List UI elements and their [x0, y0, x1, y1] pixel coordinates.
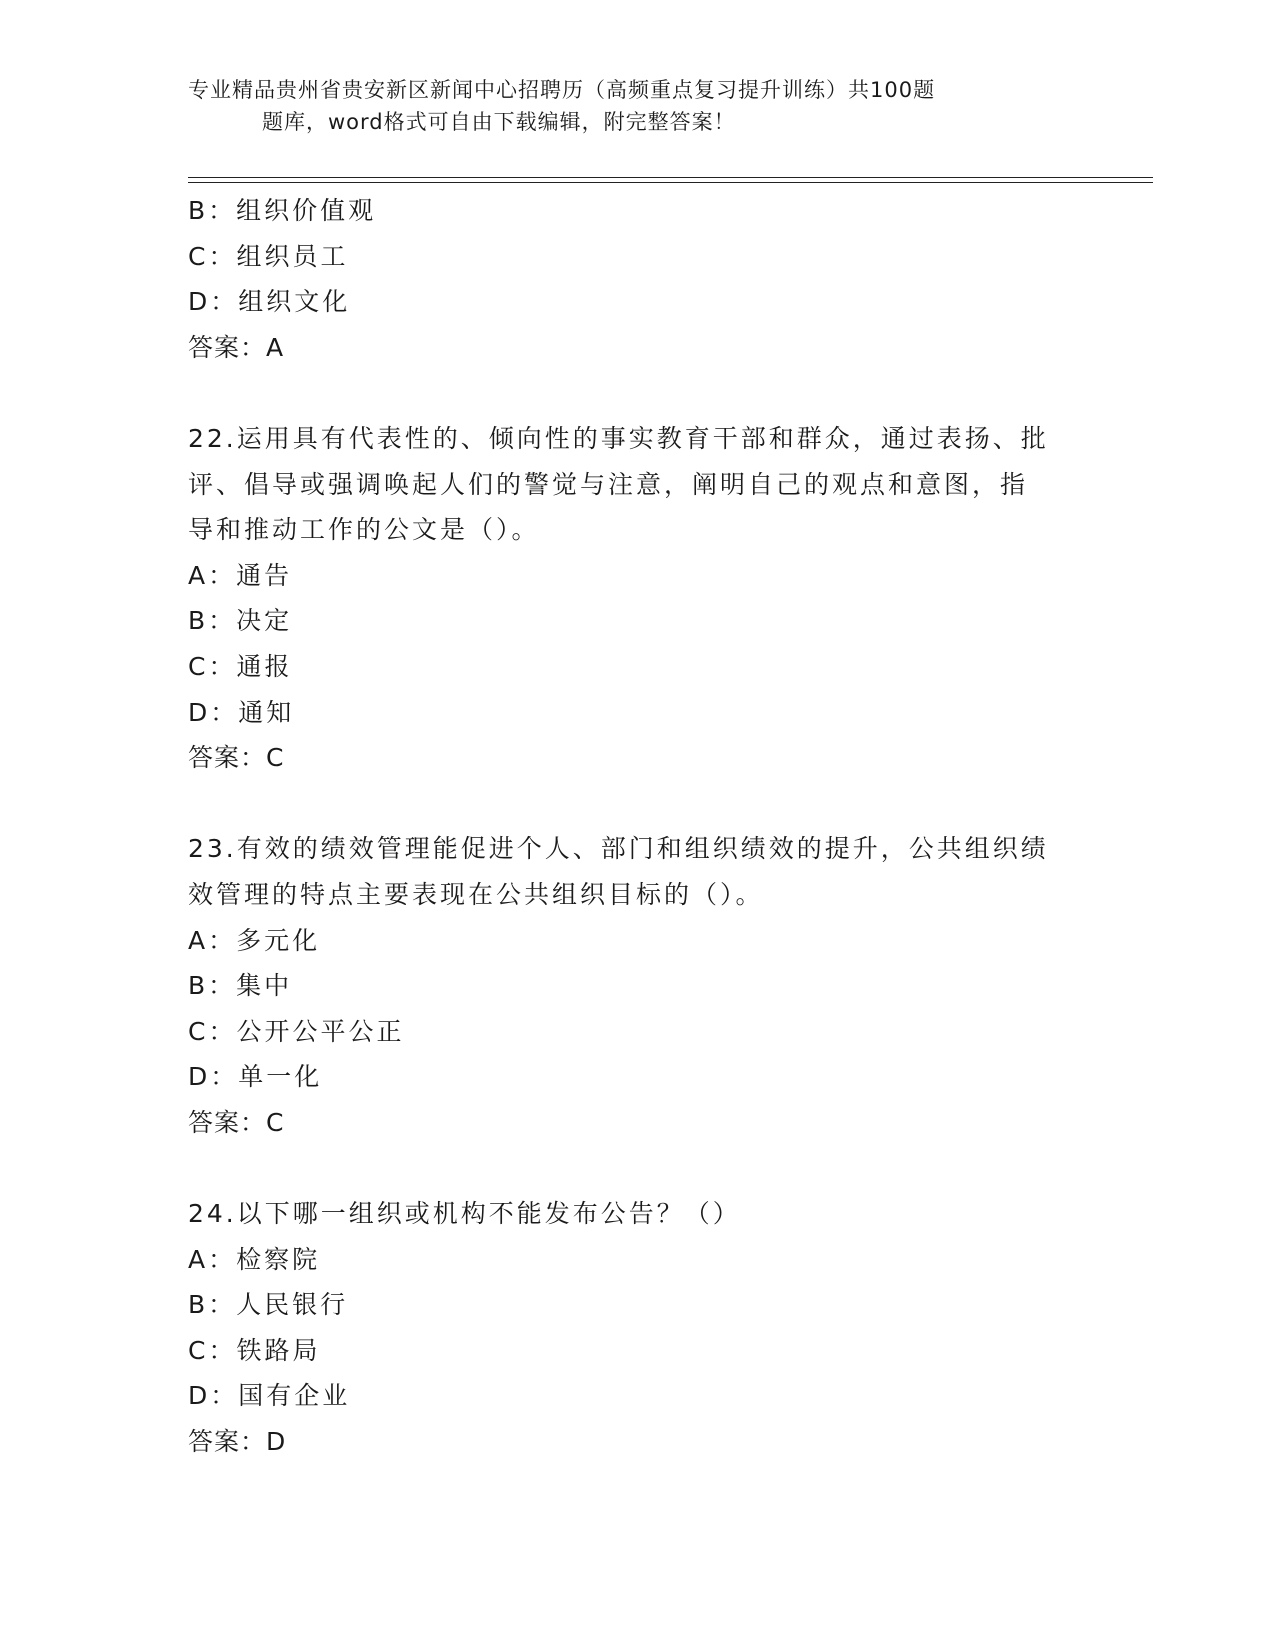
question-text-line: 效管理的特点主要表现在公共组织目标的（）。 — [188, 879, 764, 909]
header-divider-bottom — [188, 182, 1153, 183]
answer-line: 答案：D — [188, 1427, 287, 1457]
option-c: C：铁路局 — [188, 1335, 321, 1365]
option-d: D：组织文化 — [188, 287, 351, 317]
question-text-line: 23.有效的绩效管理能促进个人、部门和组织绩效的提升，公共组织绩 — [188, 834, 1049, 864]
option-d: D：国有企业 — [188, 1381, 351, 1411]
question-text-line: 评、倡导或强调唤起人们的警觉与注意，阐明自己的观点和意图，指 — [188, 469, 1029, 499]
header-divider-top — [188, 177, 1153, 178]
option-d: D：单一化 — [188, 1062, 323, 1092]
option-b: B：组织价值观 — [188, 196, 377, 225]
option-a: A：多元化 — [188, 925, 321, 955]
option-a: A：通告 — [188, 560, 293, 590]
question-24 — [188, 1191, 1088, 1465]
answer-line: 答案：C — [188, 1107, 285, 1137]
question-text-line: 导和推动工作的公文是（）。 — [188, 515, 540, 545]
question-text-line: 22.运用具有代表性的、倾向性的事实教育干部和群众，通过表扬、批 — [188, 423, 1049, 453]
option-b: B：集中 — [188, 971, 293, 1001]
page-header — [188, 74, 1048, 138]
option-b: B：决定 — [188, 606, 293, 636]
option-d: D：通知 — [188, 697, 295, 727]
header-line-2: 题库，word格式可自由下载编辑，附完整答案！ — [262, 110, 736, 134]
option-a: A：检察院 — [188, 1244, 321, 1274]
option-c: C：通报 — [188, 651, 293, 681]
question-text-line: 24.以下哪一组织或机构不能发布公告？（） — [188, 1199, 741, 1229]
question-23 — [188, 826, 1088, 1145]
option-b: B：人民银行 — [188, 1290, 349, 1320]
answer-line: 答案：A — [188, 332, 285, 362]
question-list — [188, 188, 1088, 1465]
header-line-1: 专业精品贵州省贵安新区新闻中心招聘历（高频重点复习提升训练）共100题 — [188, 78, 936, 102]
option-c: C：公开公平公正 — [188, 1016, 405, 1046]
answer-line: 答案：C — [188, 743, 285, 773]
question-fragment — [188, 188, 1088, 370]
option-c: C：组织员工 — [188, 241, 349, 271]
question-22 — [188, 416, 1088, 781]
